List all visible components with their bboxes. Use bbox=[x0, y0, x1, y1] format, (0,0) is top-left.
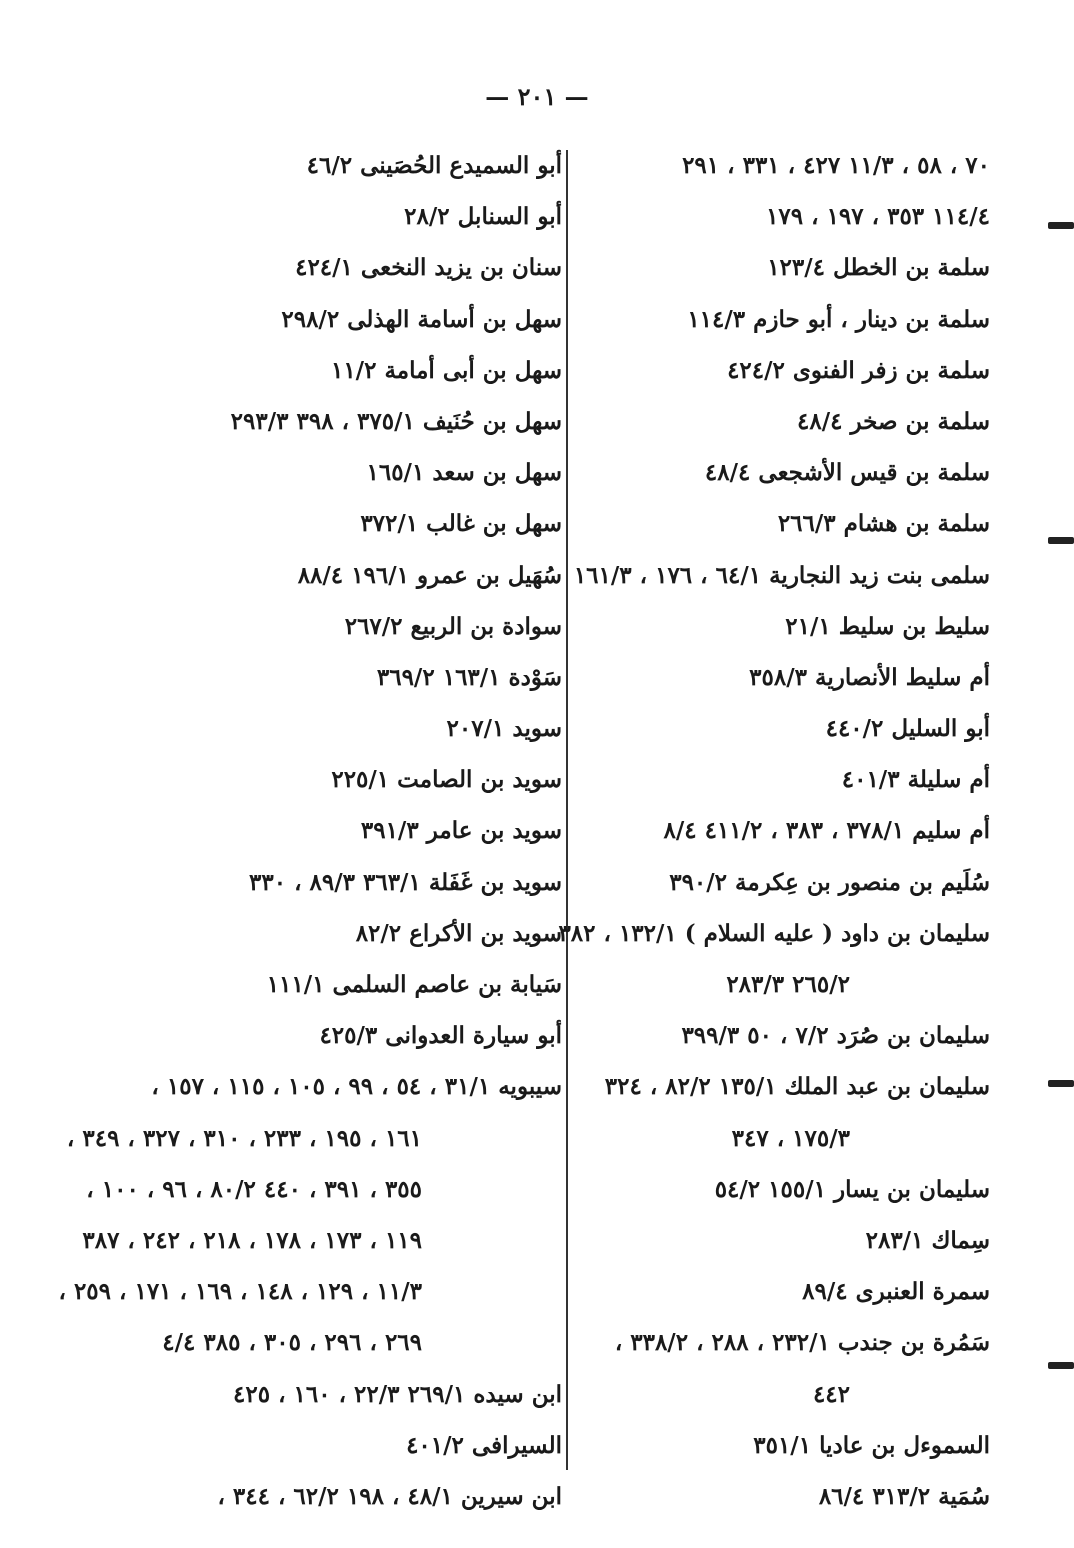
index-entry: سليمان بن صُرَد ٧/٢ ، ٥٠ ٣٩٩/٣ bbox=[681, 1022, 990, 1050]
index-entry: أبو السليل ٤٤٠/٢ bbox=[825, 715, 990, 743]
index-entry: سُلَيم بن منصور بن عِكرمة ٣٩٠/٢ bbox=[669, 868, 990, 896]
index-entry: سُهَيل بن عمرو ١٩٦/١ ٨٨/٤ bbox=[297, 561, 562, 589]
index-entry: سلمة بن صخر ٤٨/٤ bbox=[797, 407, 990, 435]
index-entry: سهل بن أبى أمامة ١١/٢ bbox=[330, 356, 562, 384]
index-entry: سَوْدة ١٦٣/١ ٣٦٩/٢ bbox=[376, 663, 562, 691]
index-entry: سلمة بن دينار ، أبو حازم ١١٤/٣ bbox=[687, 305, 990, 333]
index-entry: سليمان بن عبد الملك ١٣٥/١ ٨٢/٢ ، ٣٢٤ bbox=[604, 1073, 990, 1101]
index-entry-continuation: ٤٤٢ bbox=[812, 1380, 850, 1408]
index-entry: سليمان بن داود ( عليه السلام ) ١٣٢/١ ، ٣٨٢ bbox=[558, 919, 990, 947]
index-entry: ابن سيرين ٤٨/١ ، ١٩٨ ٦٢/٢ ، ٣٤٤ ، bbox=[217, 1482, 562, 1510]
edge-mark bbox=[1048, 537, 1074, 544]
index-entry: سلمة بن هشام ٢٦٦/٣ bbox=[777, 510, 990, 538]
edge-mark bbox=[1048, 222, 1074, 229]
index-entry: ابن سيده ٢٦٩/١ ٢٢/٣ ، ١٦٠ ، ٤٢٥ bbox=[233, 1380, 562, 1408]
index-entry: السموءل بن عاديا ٣٥١/١ bbox=[753, 1431, 990, 1459]
index-entry: سُمَية ٣١٣/٢ ٨٦/٤ bbox=[818, 1482, 990, 1510]
edge-mark bbox=[1048, 1080, 1074, 1087]
column-divider bbox=[566, 150, 568, 1470]
index-entry: السيرافى ٤٠١/٢ bbox=[406, 1431, 562, 1459]
index-entry: سليط بن سليط ٢١/١ bbox=[785, 612, 990, 640]
index-entry: سويد بن الصامت ٢٢٥/١ bbox=[331, 766, 562, 794]
page-number: — ٢٠١ — bbox=[485, 82, 589, 111]
index-entry: سويد بن عامر ٣٩١/٣ bbox=[360, 817, 562, 845]
index-column-right bbox=[558, 140, 990, 1522]
index-entry: أبو سيارة العدوانى ٤٢٥/٣ bbox=[319, 1022, 562, 1050]
index-entry: سنان بن يزيد النخعى ٤٢٤/١ bbox=[295, 254, 562, 282]
index-entry: سِماك ٢٨٣/١ bbox=[865, 1226, 990, 1254]
index-entry: سلمة بن زفر الفنوى ٤٢٤/٢ bbox=[727, 356, 990, 384]
index-entry: سَيابة بن عاصم السلمى ١١١/١ bbox=[266, 971, 562, 998]
index-entry-continuation: ٣٥٥ ، ٣٩١ ، ٤٤٠ ٨٠/٢ ، ٩٦ ، ١٠٠ ، bbox=[86, 1175, 422, 1203]
index-entry: سهل بن سعد ١٦٥/١ bbox=[366, 459, 562, 487]
index-entry-continuation: ١١٩ ، ١٧٣ ، ١٧٨ ، ٢١٨ ، ٢٤٢ ، ٣٨٧ bbox=[82, 1226, 422, 1254]
index-entry-continuation: ١٧٥/٣ ، ٣٤٧ bbox=[731, 1124, 850, 1152]
index-entry: سلمة بن الخطل ١٢٣/٤ bbox=[767, 254, 990, 282]
index-entry: أم سليط الأنصارية ٣٥٨/٣ bbox=[749, 663, 990, 691]
index-entry: ١١٤/٤ ٣٥٣ ، ١٩٧ ، ١٧٩ bbox=[766, 203, 990, 231]
index-entry: سيبويه ٣١/١ ، ٥٤ ، ٩٩ ، ١٠٥ ، ١١٥ ، ١٥٧ ، bbox=[151, 1073, 562, 1101]
index-entry: سويد بن غَفَلة ٣٦٣/١ ٨٩/٣ ، ٣٣٠ bbox=[249, 868, 562, 896]
index-entry: سهل بن غالب ٣٧٢/١ bbox=[360, 510, 562, 538]
index-entry: أبو السنابل ٢٨/٢ bbox=[404, 203, 562, 231]
index-entry: سوادة بن الربيع ٢٦٧/٢ bbox=[344, 612, 562, 640]
index-entry-continuation: ١١/٣ ، ١٢٩ ، ١٤٨ ، ١٦٩ ، ١٧١ ، ٢٥٩ ، bbox=[58, 1278, 422, 1306]
index-entry: أبو السميدع الحُصَينى ٤٦/٢ bbox=[306, 152, 562, 179]
index-entry: سلمى بنت زيد النجارية ٦٤/١ ، ١٧٦ ، ١٦١/٣ bbox=[573, 561, 990, 589]
index-entry-continuation: ٢٦٩ ، ٢٩٦ ، ٣٠٥ ، ٣٨٥ ٤/٤ bbox=[162, 1329, 422, 1357]
index-entry: سهل بن حُنَيف ٣٧٥/١ ، ٣٩٨ ٢٩٣/٣ bbox=[230, 407, 562, 435]
index-entry-continuation: ٢٦٥/٢ ٢٨٣/٣ bbox=[726, 971, 850, 998]
index-entry: أم سليلة ٤٠١/٣ bbox=[841, 766, 990, 794]
index-entry: سهل بن أسامة الهذلى ٢٩٨/٢ bbox=[281, 305, 562, 333]
index-entry: أم سليم ٣٧٨/١ ، ٣٨٣ ، ٤١١/٢ ٨/٤ bbox=[663, 817, 990, 845]
index-entry: سمرة العنبرى ٨٩/٤ bbox=[802, 1278, 990, 1306]
index-entry: سَمُرة بن جندب ٢٣٢/١ ، ٢٨٨ ، ٣٣٨/٢ ، bbox=[614, 1329, 990, 1357]
edge-mark bbox=[1048, 1362, 1074, 1369]
index-entry: سلمة بن قيس الأشجعى ٤٨/٤ bbox=[704, 459, 990, 487]
index-entry: سويد ٢٠٧/١ bbox=[446, 715, 562, 743]
index-entry: ٧٠ ، ٥٨ ، ١١/٣ ٤٢٧ ، ٣٣١ ، ٢٩١ bbox=[682, 152, 990, 179]
index-entry-continuation: ١٦١ ، ١٩٥ ، ٢٣٣ ، ٣١٠ ، ٣٢٧ ، ٣٤٩ ، bbox=[66, 1124, 422, 1152]
index-entry: سويد بن الأكراع ٨٢/٢ bbox=[355, 919, 562, 947]
index-column-left bbox=[58, 140, 562, 1522]
index-entry: سليمان بن يسار ١٥٥/١ ٥٤/٢ bbox=[714, 1175, 990, 1203]
